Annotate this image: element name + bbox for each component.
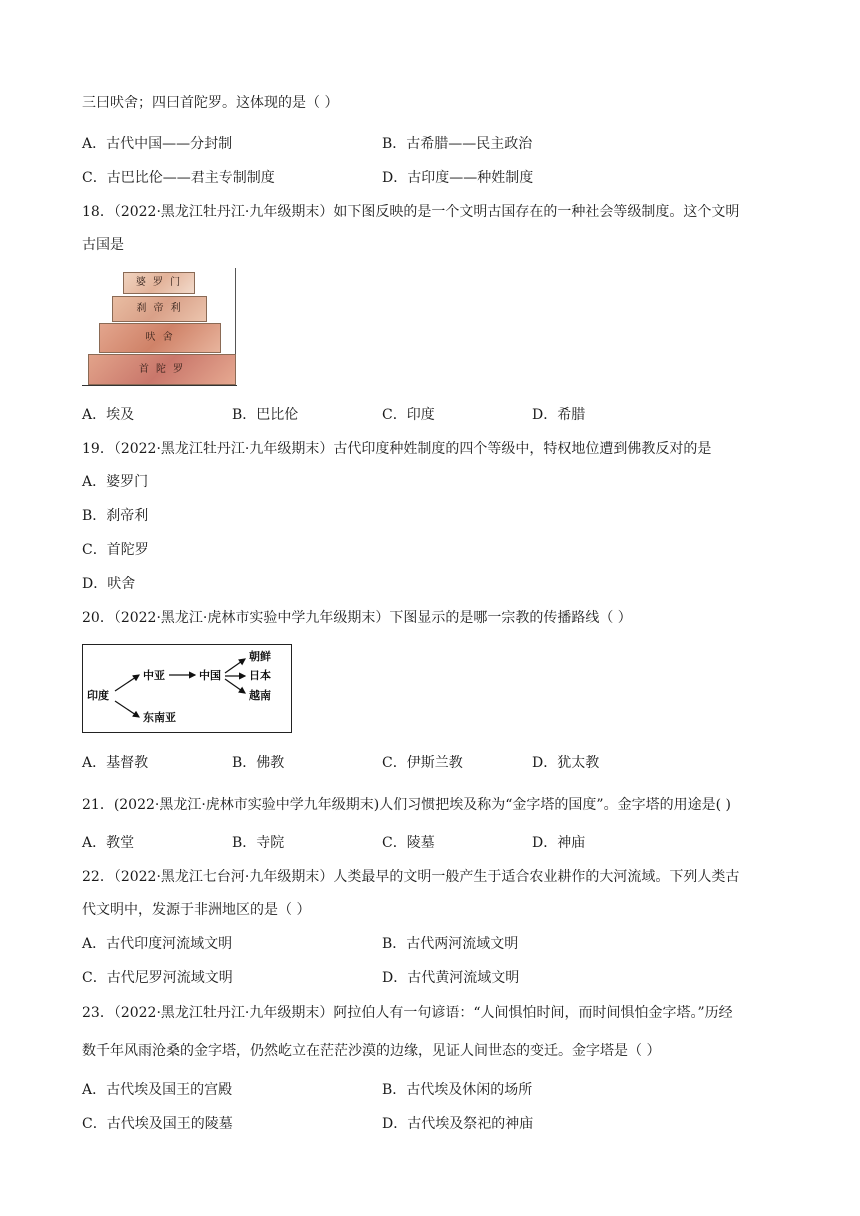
q17-stem-tail: 三曰吠舍；四曰首陀罗。这体现的是（ ） [82, 95, 339, 111]
q18-stem-line2: 古国是 [82, 237, 124, 253]
q20-stem: 20．（2022·黑龙江·虎林市实验中学九年级期末）下图显示的是哪一宗教的传播路线（ ） [82, 610, 632, 626]
q18-option-d[interactable]: D．希腊 [532, 407, 586, 423]
q17-option-d[interactable]: D．古印度——种姓制度 [382, 170, 534, 186]
q19-option-b[interactable]: B．刹帝利 [82, 508, 149, 524]
caste-pyramid-figure [82, 268, 242, 390]
q19-stem: 19．（2022·黑龙江牡丹江·九年级期末）古代印度种姓制度的四个等级中，特权地位遭到佛教反对的是 [82, 441, 712, 457]
q20-option-b[interactable]: B．佛教 [232, 755, 285, 771]
q18-option-a[interactable]: A．埃及 [82, 407, 135, 423]
q21-option-a[interactable]: A．教堂 [82, 835, 135, 851]
q18-stem-line1: 18．（2022·黑龙江牡丹江·九年级期末）如下图反映的是一个文明古国存在的一种社会等级制度。这个文明 [82, 204, 740, 220]
q18-option-b[interactable]: B．巴比伦 [232, 407, 299, 423]
q17-option-a[interactable]: A．古代中国——分封制 [82, 136, 233, 152]
religion-spread-route-figure [82, 644, 292, 733]
q21-option-b[interactable]: B．寺院 [232, 835, 285, 851]
arrow-china-to-vietnam [225, 679, 245, 693]
route-label-southeast-asia: 东南亚 [143, 711, 176, 724]
arrow-india-to-southeast-asia [115, 701, 139, 717]
q20-option-c[interactable]: C．伊斯兰教 [382, 755, 463, 771]
route-label-vietnam: 越南 [249, 689, 271, 702]
q21-stem: 21．(2022·黑龙江·虎林市实验中学九年级期末)人们习惯把埃及称为“金字塔的国度”。金字塔的用途是( ) [82, 797, 731, 813]
q17-option-b[interactable]: B．古希腊——民主政治 [382, 136, 533, 152]
q19-option-a[interactable]: A．婆罗门 [82, 474, 149, 490]
pyramid-tier-vaishya: 吠 舍 [99, 323, 221, 353]
pyramid-tier-kshatriya: 刹 帝 利 [112, 296, 207, 322]
q22-option-d[interactable]: D．古代黄河流域文明 [382, 970, 520, 986]
q21-option-d[interactable]: D．神庙 [532, 835, 586, 851]
pyramid-tier-shudra: 首 陀 罗 [88, 354, 236, 385]
q17-option-c[interactable]: C．古巴比伦——君主专制制度 [82, 170, 275, 186]
q22-stem-line2: 代文明中，发源于非洲地区的是（ ） [82, 902, 311, 918]
q19-option-c[interactable]: C．首陀罗 [82, 542, 149, 558]
pyramid-tier-brahmin: 婆 罗 门 [123, 272, 195, 294]
route-label-korea: 朝鲜 [249, 650, 271, 663]
q22-option-a[interactable]: A．古代印度河流域文明 [82, 936, 233, 952]
q23-stem-line2: 数千年风雨沧桑的金字塔，仍然屹立在茫茫沙漠的边缘，见证人间世态的变迁。金字塔是（ ） [82, 1043, 661, 1059]
q22-option-c[interactable]: C．古代尼罗河流域文明 [82, 970, 233, 986]
q23-option-a[interactable]: A．古代埃及国王的宫殿 [82, 1082, 233, 1098]
pyramid-base-line [82, 385, 237, 386]
route-label-china: 中国 [199, 669, 221, 682]
q18-option-c[interactable]: C．印度 [382, 407, 435, 423]
q23-stem-line1: 23．（2022·黑龙江牡丹江·九年级期末）阿拉伯人有一句谚语：“人间惧怕时间，而时间惧怕金字塔。”历经 [82, 1005, 733, 1021]
q22-stem-line1: 22．（2022·黑龙江七台河·九年级期末）人类最早的文明一般产生于适合农业耕作的大河流域。下列人类古 [82, 869, 740, 885]
q23-option-b[interactable]: B．古代埃及休闲的场所 [382, 1082, 533, 1098]
q19-option-d[interactable]: D．吠舍 [82, 576, 136, 592]
route-label-central-asia: 中亚 [143, 669, 165, 682]
q23-option-c[interactable]: C．古代埃及国王的陵墓 [82, 1116, 233, 1132]
q20-option-d[interactable]: D．犹太教 [532, 755, 600, 771]
route-label-india: 印度 [87, 689, 109, 702]
arrow-india-to-central-asia [115, 675, 139, 691]
q21-option-c[interactable]: C．陵墓 [382, 835, 435, 851]
q20-option-a[interactable]: A．基督教 [82, 755, 149, 771]
q22-option-b[interactable]: B．古代两河流域文明 [382, 936, 519, 952]
route-label-japan: 日本 [249, 669, 271, 682]
arrow-china-to-korea [225, 659, 245, 673]
q23-option-d[interactable]: D．古代埃及祭祀的神庙 [382, 1116, 534, 1132]
